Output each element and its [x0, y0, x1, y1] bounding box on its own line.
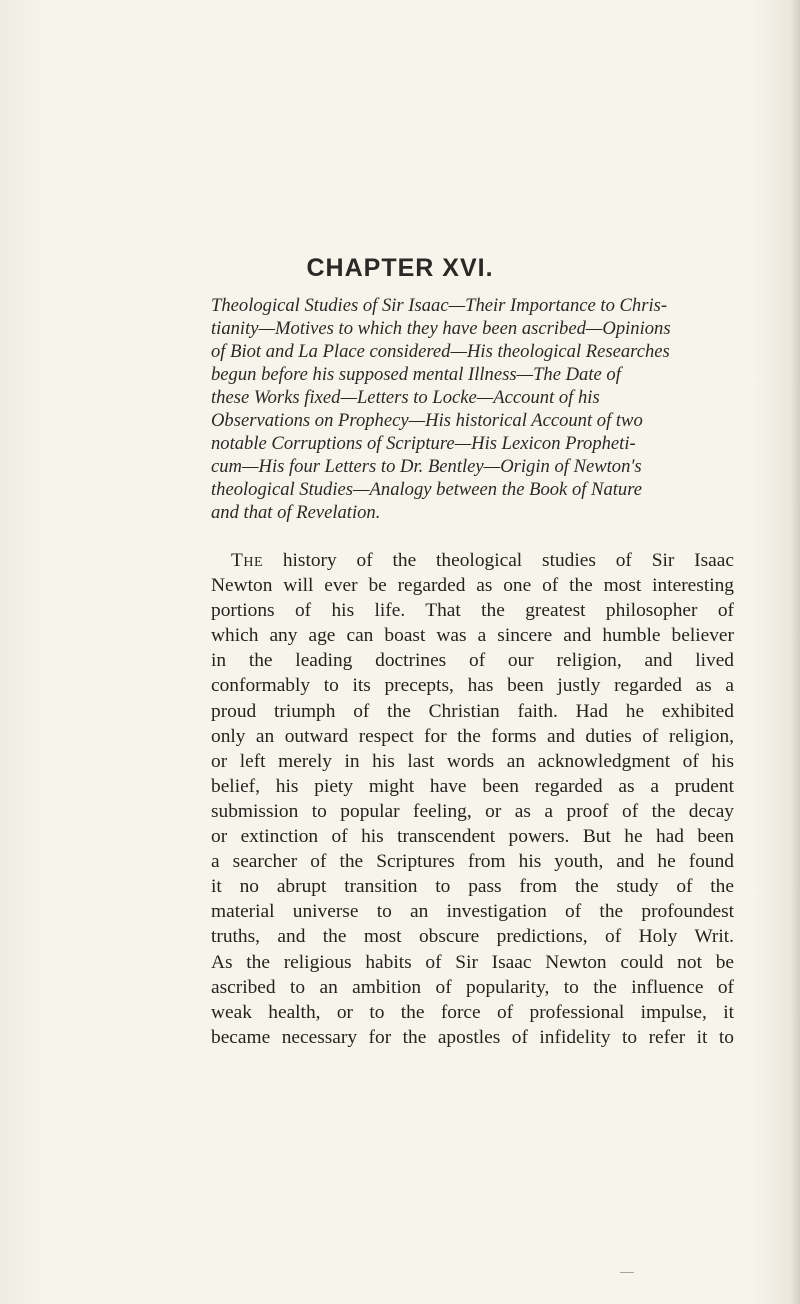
synopsis-line: Observations on Prophecy—His historical Account of two [211, 410, 643, 431]
body-paragraph [211, 548, 734, 1050]
synopsis-line: Theological Studies of Sir Isaac—Their Importance to Chris- [211, 295, 668, 316]
synopsis-line: these Works fixed—Letters to Locke—Account of his [211, 387, 600, 408]
paper-mark [620, 1272, 634, 1273]
body-line: submission to popular feeling, or as a proof of the decay [211, 800, 734, 822]
body-line: truths, and the most obscure predictions, of Holy Writ. [211, 926, 734, 948]
synopsis-line: tianity—Motives to which they have been ascribed—Opinions [211, 318, 671, 339]
body-line: Newton will ever be regarded as one of the most interesting [211, 575, 734, 597]
synopsis-line: notable Corruptions of Scripture—His Lexicon Propheti- [211, 433, 636, 454]
body-line: in the leading doctrines of our religion, and lived [211, 650, 734, 672]
body-line: which any age can boast was a sincere and humble believer [211, 625, 734, 647]
synopsis-line: of Biot and La Place considered—His theological Researches [211, 341, 670, 362]
synopsis-line: and that of Revelation. [211, 502, 381, 523]
body-line: a searcher of the Scriptures from his youth, and he found [211, 851, 734, 873]
body-line: or extinction of his transcendent powers. But he had been [211, 826, 734, 848]
first-word: The [231, 550, 264, 571]
body-line: or left merely in his last words an acknowledgment of his [211, 750, 734, 772]
body-line: belief, his piety might have been regarded as a prudent [211, 775, 734, 797]
body-line: conformably to its precepts, has been justly regarded as a [211, 675, 734, 697]
body-line: material universe to an investigation of the profoundest [211, 901, 734, 923]
body-line: weak health, or to the force of professional impulse, it [211, 1001, 734, 1023]
chapter-heading: CHAPTER XVI. [306, 254, 494, 282]
body-line: became necessary for the apostles of infidelity to refer it to [211, 1026, 734, 1048]
body-line: proud triumph of the Christian faith. Had he exhibited [211, 700, 734, 722]
body-line: ascribed to an ambition of popularity, to the influence of [211, 976, 734, 998]
synopsis-line: cum—His four Letters to Dr. Bentley—Origin of Newton's [211, 456, 642, 477]
body-line: only an outward respect for the forms and duties of religion, [211, 725, 734, 747]
first-line-rest: history of the theological studies of Sir Isaac [263, 550, 734, 571]
body-first-line [211, 548, 734, 573]
body-line: As the religious habits of Sir Isaac Newton could not be [211, 951, 734, 973]
body-line: it no abrupt transition to pass from the study of the [211, 876, 734, 898]
page-edge-shadow [790, 0, 800, 1304]
synopsis-line: theological Studies—Analogy between the Book of Nature [211, 479, 643, 500]
synopsis-line: begun before his supposed mental Illness—The Date of [211, 364, 621, 385]
body-line: portions of his life. That the greatest philosopher of [211, 600, 734, 622]
chapter-synopsis [211, 294, 734, 524]
